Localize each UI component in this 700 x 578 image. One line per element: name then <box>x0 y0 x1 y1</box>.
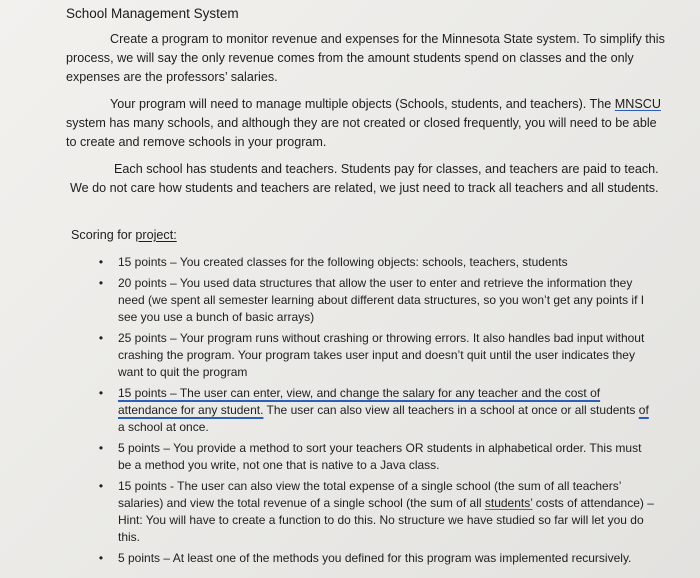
highlighted-text: 15 points – The user can enter, view, and change the salary for any teacher and the cost of attendance for any student. <box>118 386 601 417</box>
document-title: School Management System <box>66 6 239 21</box>
objects-paragraph-start: Your program will need to manage multiple objects (Schools, students, and teachers). The <box>110 97 615 111</box>
scoring-list <box>95 254 655 571</box>
list-item <box>95 550 655 567</box>
list-item-text: 5 points – You provide a method to sort your teachers OR students in alphabetical order. This must be a method you write, not one that is native to a Java class. <box>118 441 642 472</box>
list-item-text: 15 points - The user can also view the total expense of a single school (the sum of all teachers’ salaries) and view the total revenue of a single school (the sum of all <box>118 479 621 510</box>
bullet-icon: • <box>98 255 104 269</box>
list-item-text-end: a school at once. <box>118 420 209 434</box>
bullet-icon: • <box>98 479 104 493</box>
scoring-heading <box>71 226 177 245</box>
list-item <box>95 385 655 436</box>
list-item <box>95 254 655 271</box>
bullet-icon: • <box>98 276 104 290</box>
scoring-label: Scoring for <box>71 228 136 242</box>
list-item <box>95 275 655 326</box>
intro-paragraph: Create a program to monitor revenue and expenses for the Minnesota State system. To simplify this process, we will say the only revenue comes from the amount students spend on classes and the only expenses are the professors’ salaries. <box>66 32 665 84</box>
list-item-text: 15 points – You created classes for the following objects: schools, teachers, students <box>118 255 568 269</box>
bullet-icon: • <box>98 331 104 345</box>
list-item-text: 25 points – Your program runs without crashing or throwing errors. It also handles bad input without crashing the program. Your program takes user input and doesn’t quit until the user indicates they want to quit the program <box>118 331 645 379</box>
objects-paragraph <box>66 95 666 152</box>
list-item-text: The user can also view all teachers in a school at once or all students <box>263 403 639 417</box>
list-item <box>95 478 655 546</box>
list-item-text-end: costs of attendance) – Hint: You will have to create a function to do this. No structure we have studied so far will let you do this. <box>118 496 654 544</box>
bullet-icon: • <box>98 386 104 400</box>
list-item <box>95 330 655 381</box>
list-item-text: 20 points – You used data structures that allow the user to enter and retrieve the information they need (we spent all semester learning about different data structures, so you won’t get any points if I see you use a bunch of basic arrays) <box>118 276 645 324</box>
list-item <box>95 440 655 474</box>
bullet-icon: • <box>98 551 104 565</box>
mnscu-term: MNSCU <box>614 97 661 111</box>
objects-paragraph-end: system has many schools, and although they are not created or closed frequently, you will need to be able to create and remove schools in your program. <box>66 116 657 149</box>
underlined-word-of: of <box>638 403 649 417</box>
spellcheck-word: students’ <box>484 496 533 510</box>
scoring-project-word: project: <box>135 228 177 242</box>
list-item-text: 5 points – At least one of the methods you defined for this program was implemented recursively. <box>118 551 632 565</box>
bullet-icon: • <box>98 441 104 455</box>
relations-paragraph: Each school has students and teachers. Students pay for classes, and teachers are paid to teach. We do not care how students and teachers are related, we just need to track all teachers and all students. <box>70 162 659 195</box>
